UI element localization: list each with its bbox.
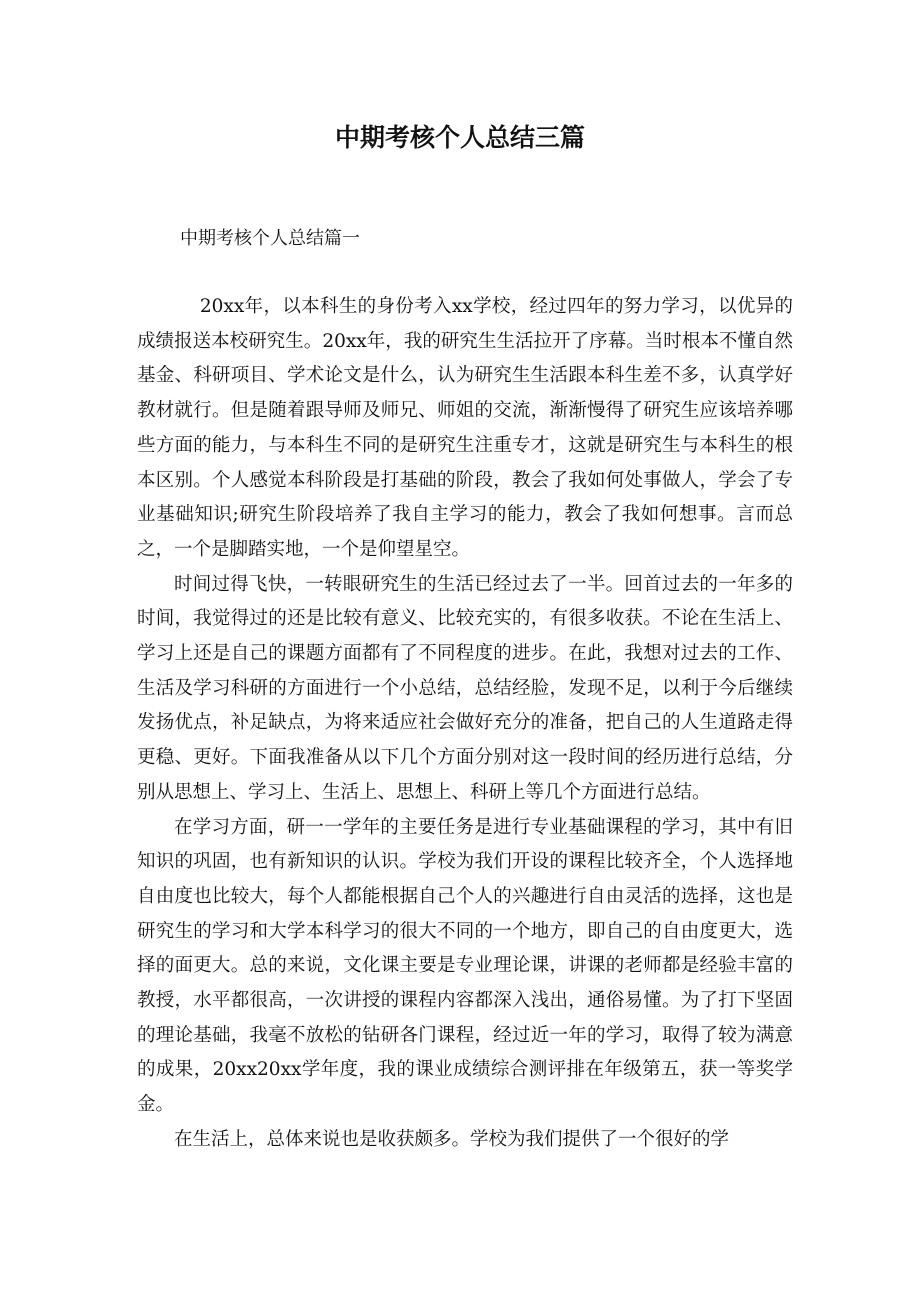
paragraph: 时间过得飞快，一转眼研究生的生活已经过去了一半。回首过去的一年多的时间，我觉得过的还是比较有意义、比较充实的，有很多收获。不论在生活上、学习上还是自己的课题方面都有了不同程度的进步。在此，我想对过去的工作、生活及学习科研的方面进行一个小总结，总结经脸，发现不足，以利于今后继续发扬优点，补足缺点，为将来适应社会做好充分的准备，把自己的人生道路走得更稳、更好。下面我准备从以下几个方面分别对这一段时间的经历进行总结，分别从思想上、学习上、生活上、思想上、科研上等几个方面进行总结。 bbox=[137, 573, 793, 803]
paragraph: 在学习方面，研一一学年的主要任务是进行专业基础课程的学习，其中有旧知识的巩固，也有新知识的认识。学校为我们开设的课程比较齐全，个人选择地自由度也比较大，每个人都能根据自己个人的兴趣进行自由灵活的选择，这也是研究生的学习和大学本科学习的很大不同的一个地方，即自己的自由度更大，选择的面更大。总的来说，文化课主要是专业理论课，讲课的老师都是经验丰富的教授，水平都很高，一次讲授的课程内容都深入浅出，通俗易懂。为了打下坚固的理论基础，我毫不放松的钻研各门课程，经过近一年的学习，取得了较为满意的成果，20xx20xx学年度，我的课业成绩综合测评排在年级第五，获一等奖学金。 bbox=[137, 816, 793, 1116]
section-heading: 中期考核个人总结篇一 bbox=[180, 228, 360, 249]
document-body bbox=[137, 290, 793, 1158]
paragraph: 20xx年，以本科生的身份考入xx学校，经过四年的努力学习，以优异的成绩报送本校研究生。20xx年，我的研究生生活拉开了序幕。当时根本不懂自然基金、科研项目、学术论文是什么，认为研究生生活跟本科生差不多，认真学好教材就行。但是随着跟导师及师兄、师姐的交流，渐渐慢得了研究生应该培养哪些方面的能力，与本科生不同的是研究生注重专才，这就是研究生与本科生的根本区别。个人感觉本科阶段是打基础的阶段，教会了我如何处事做人，学会了专业基础知识;研究生阶段培养了我自主学习的能力，教会了我如何想事。言而总之，一个是脚踏实地，一个是仰望星空。 bbox=[137, 296, 793, 560]
paragraph: 在生活上，总体来说也是收获颇多。学校为我们提供了一个很好的学 bbox=[174, 1128, 730, 1150]
document-title: 中期考核个人总结三篇 bbox=[334, 123, 585, 152]
